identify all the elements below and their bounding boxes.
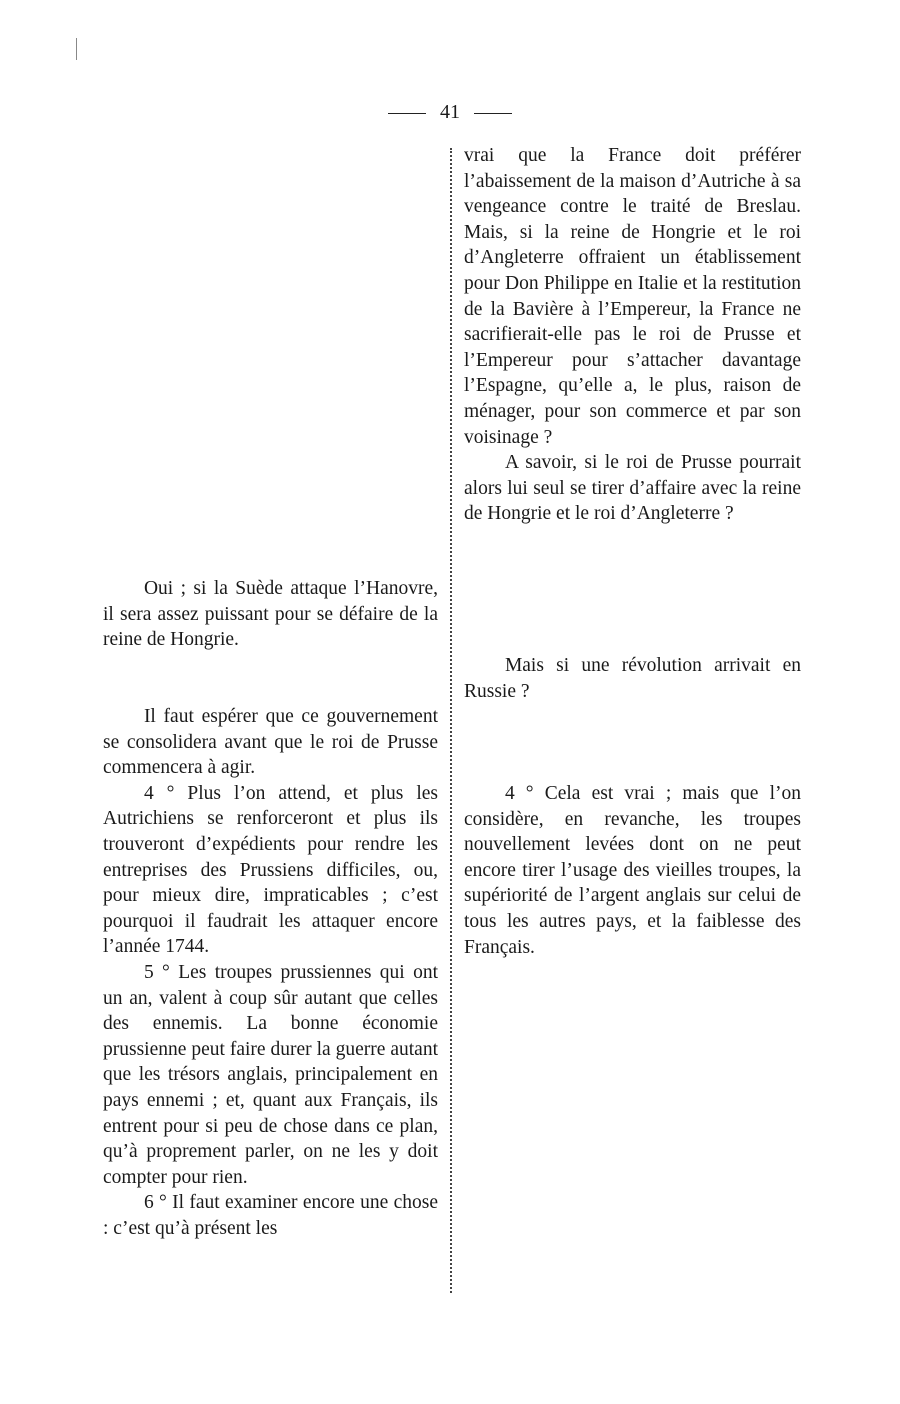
- left-column-block-2: [103, 704, 438, 1241]
- paragraph: 4 ° Cela est vrai ; mais que l’on considère, en revanche, les troupes nouvellement levées dont on ne peut encore tirer l’usage des vieilles troupes, la supériorité de l’argent anglais sur celui de tous les autres pays, et la faiblesse des Français.: [464, 783, 801, 958]
- right-column-block-2: [464, 653, 801, 704]
- page-number-dash-left: [388, 113, 426, 114]
- page-number-text: 41: [440, 101, 460, 123]
- right-column-block-1: [464, 143, 801, 527]
- paragraph: 5 ° Les troupes prussiennes qui ont un an, valent à coup sûr autant que celles des ennemis. La bonne économie prussienne peut faire durer la guerre autant que les trésors anglais, principalement en pays ennemi ; et, quant aux Français, ils entrent pour si peu de chose dans ce plan, qu’à proprement parler, on ne les y doit compter pour rien.: [103, 961, 438, 1188]
- page-number-dash-right: [474, 113, 512, 114]
- paragraph: Mais si une révolution arrivait en Russie ?: [464, 655, 801, 702]
- paragraph: vrai que la France doit préférer l’abaissement de la maison d’Autriche à sa vengeance contre le traité de Breslau. Mais, si la reine de Hongrie et le roi d’Angleterre offraient un établissement pour Don Philippe en Italie et la restitution de la Bavière à l’Empereur, la France ne sacrifierait-elle pas le roi de Prusse et l’Empereur pour s’attacher davantage l’Espagne, qu’elle a, le plus, raison de ménager, pour son commerce et par son voisinage ?: [464, 145, 801, 448]
- column-divider: [450, 148, 452, 1293]
- paragraph: 4 ° Plus l’on attend, et plus les Autrichiens se renforceront et plus ils trouveront d’expédients pour rendre les entreprises des Prussiens difficiles, ou, pour mieux dire, impraticables ; c’est pourquoi il faudrait les attaquer encore l’année 1744.: [103, 782, 438, 958]
- scan-edge-mark: [76, 38, 77, 60]
- paragraph: Il faut espérer que ce gouvernement se consolidera avant que le roi de Prusse commencera à agir.: [103, 706, 438, 779]
- paragraph: Oui ; si la Suède attaque l’Hanovre, il sera assez puissant pour se défaire de la reine de Hongrie.: [103, 578, 438, 651]
- paragraph: A savoir, si le roi de Prusse pourrait alors lui seul se tirer d’affaire avec la reine de Hongrie et le roi d’Angleterre ?: [464, 452, 801, 525]
- page-number: [0, 100, 900, 124]
- right-column-block-3: [464, 781, 801, 960]
- paragraph: 6 ° Il faut examiner encore une chose : c’est qu’à présent les: [103, 1192, 438, 1239]
- left-column-block-1: [103, 576, 438, 653]
